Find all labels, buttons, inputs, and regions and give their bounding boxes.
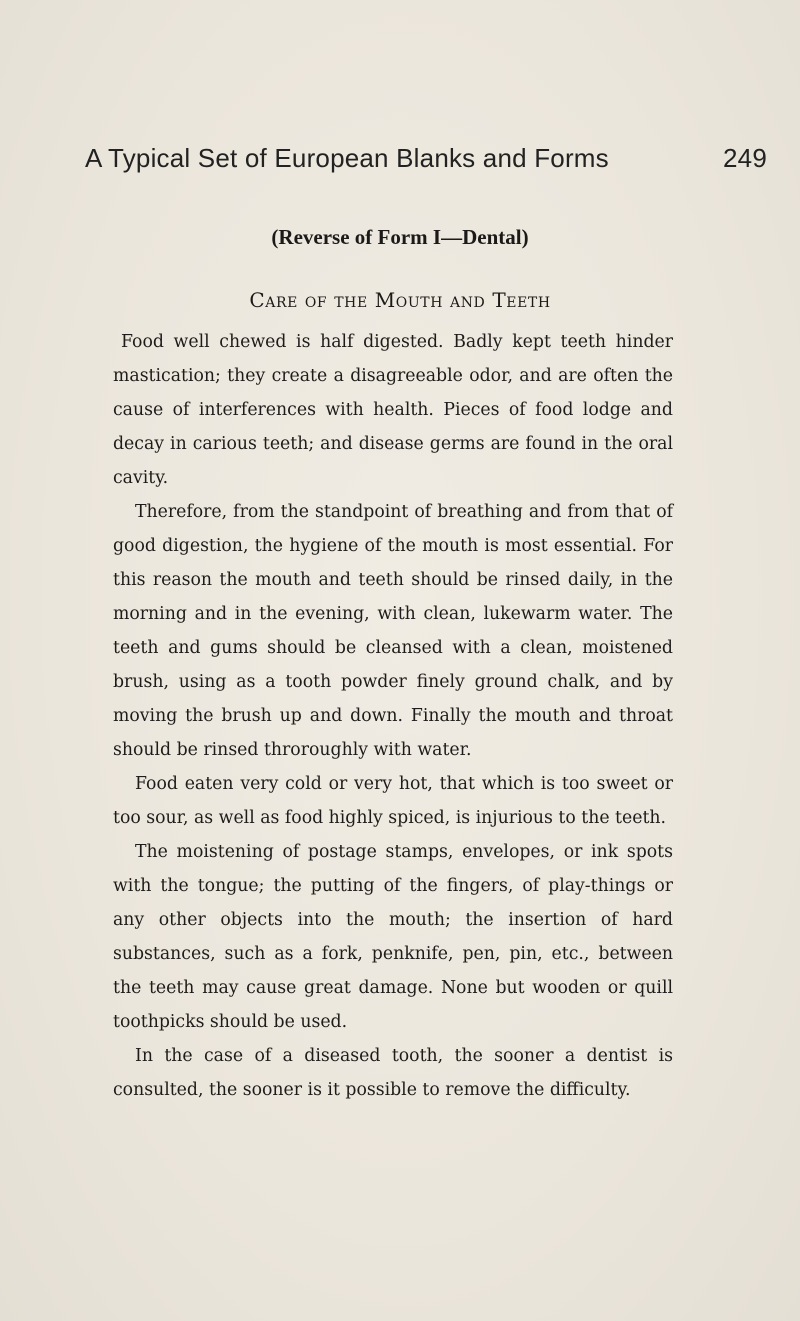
running-head xyxy=(85,143,767,183)
section-title: Care of the Mouth and Teeth xyxy=(249,288,551,312)
paragraph: Food well chewed is half digested. Badly kept teeth hinder mastication; they create a disagreeable odor, and are often the cause of interferences with health. Pieces of food lodge and decay in carious teeth; and disease germs are found in the oral cavity. xyxy=(113,332,673,488)
body-text xyxy=(113,325,673,1107)
running-head-title: A Typical Set of European Blanks and Forms xyxy=(85,143,609,173)
paragraph: In the case of a diseased tooth, the sooner a dentist is consulted, the sooner is it possible to remove the difficulty. xyxy=(113,1046,673,1100)
paragraph: Therefore, from the standpoint of breathing and from that of good digestion, the hygiene of the mouth is most essential. For this reason the mouth and teeth should be rinsed daily, in the morning and in the evening, with clean, lukewarm water. The teeth and gums should be cleansed with a clean, moistened brush, using as a tooth powder finely ground chalk, and by moving the brush up and down. Finally the mouth and throat should be rinsed throroughly with water. xyxy=(113,502,673,760)
page-number: 249 xyxy=(723,143,767,173)
form-subheading: (Reverse of Form I—Dental) xyxy=(271,225,529,249)
paragraph: The moistening of postage stamps, envelopes, or ink spots with the tongue; the putting of the fingers, of play-things or any other objects into the mouth; the insertion of hard substances, such as a fork, penknife, pen, pin, etc., between the teeth may cause great damage. None but wooden or quill toothpicks should be used. xyxy=(113,842,673,1032)
paragraph: Food eaten very cold or very hot, that which is too sweet or too sour, as well as food highly spiced, is injurious to the teeth. xyxy=(113,774,673,828)
